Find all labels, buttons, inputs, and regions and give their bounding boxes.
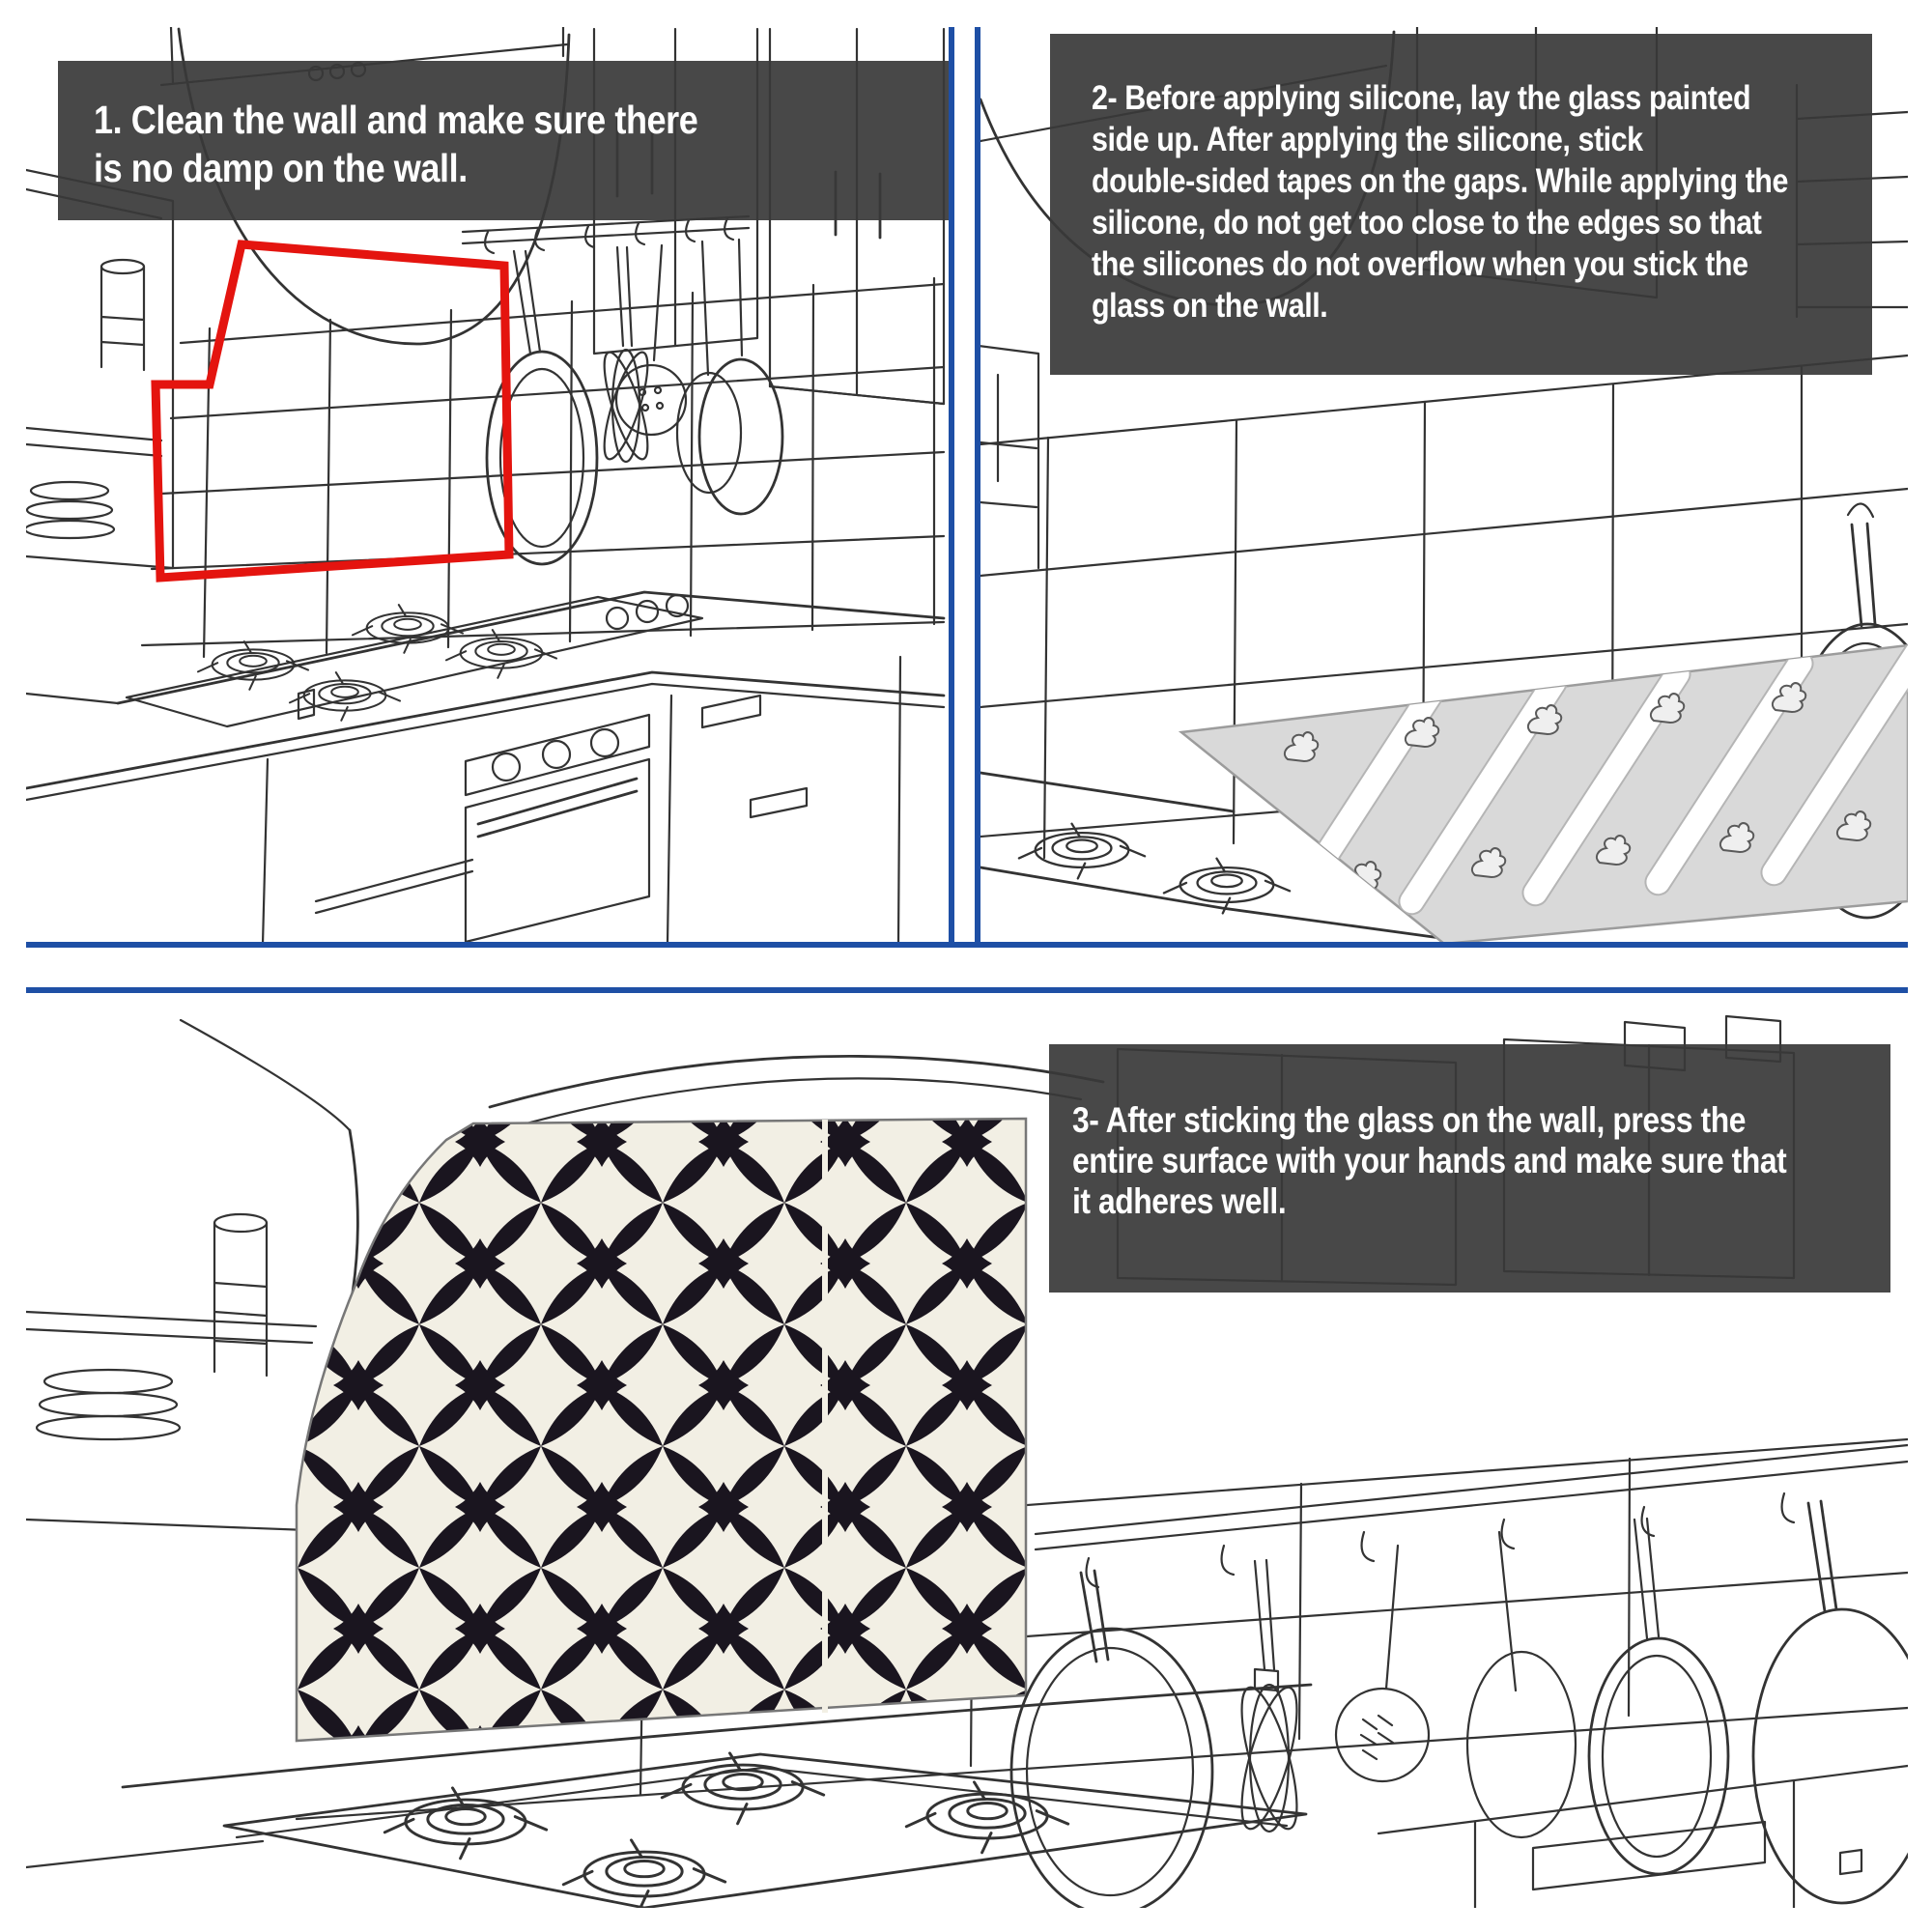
panel-divider-vertical-right xyxy=(975,27,980,948)
hanging-pan-icon xyxy=(677,373,741,493)
corner-shelf xyxy=(26,1214,316,1530)
panel-divider-vertical-left xyxy=(949,27,954,948)
countertop xyxy=(26,592,944,800)
lower-cabinets xyxy=(1378,1766,1908,1908)
skimmer-icon xyxy=(616,365,686,435)
patterned-glass xyxy=(297,1119,1026,1741)
instruction-line: double-sided tapes on the gaps. While applying the xyxy=(1092,162,1788,200)
oven-knob-icon xyxy=(543,741,570,768)
oven-knob-icon xyxy=(591,729,618,756)
cooktop xyxy=(127,595,702,726)
instruction-line: side up. After applying the silicone, stick xyxy=(1092,121,1643,158)
glass-seam xyxy=(822,1120,828,1713)
instruction-line: entire surface with your hands and make sure that xyxy=(1072,1141,1787,1180)
instruction-line: silicone, do not get too close to the edges so that xyxy=(1092,204,1762,242)
instruction-box-step-1 xyxy=(58,61,952,220)
panel-step-1 xyxy=(26,27,947,944)
panel-step-3 xyxy=(26,993,1908,1908)
instruction-line: 3- After sticking the glass on the wall, press the xyxy=(1072,1100,1746,1140)
utensil-rail xyxy=(1011,1445,1908,1908)
instruction-box-step-3 xyxy=(1049,1044,1890,1293)
oven-knob-icon xyxy=(493,753,520,781)
glass-sheet xyxy=(1181,637,1908,944)
instruction-line: 1. Clean the wall and make sure there xyxy=(94,98,698,142)
tile-wall xyxy=(142,278,944,657)
instruction-line: is no damp on the wall. xyxy=(94,146,468,190)
instruction-line: it adheres well. xyxy=(1072,1181,1287,1221)
corner-shelf xyxy=(26,170,173,568)
panel-divider-horizontal-upper xyxy=(26,942,1908,948)
instruction-box-step-2 xyxy=(1050,34,1872,375)
instruction-line: the silicones do not overflow when you stick the xyxy=(1092,245,1748,283)
instruction-line: 2- Before applying silicone, lay the glass painted xyxy=(1092,79,1751,117)
lower-cabinets xyxy=(263,657,900,944)
instruction-line: glass on the wall. xyxy=(1092,287,1328,325)
hanging-pan-icon xyxy=(1753,1609,1908,1903)
panel-step-2 xyxy=(980,27,1908,944)
panel-divider-horizontal-lower xyxy=(26,987,1908,993)
